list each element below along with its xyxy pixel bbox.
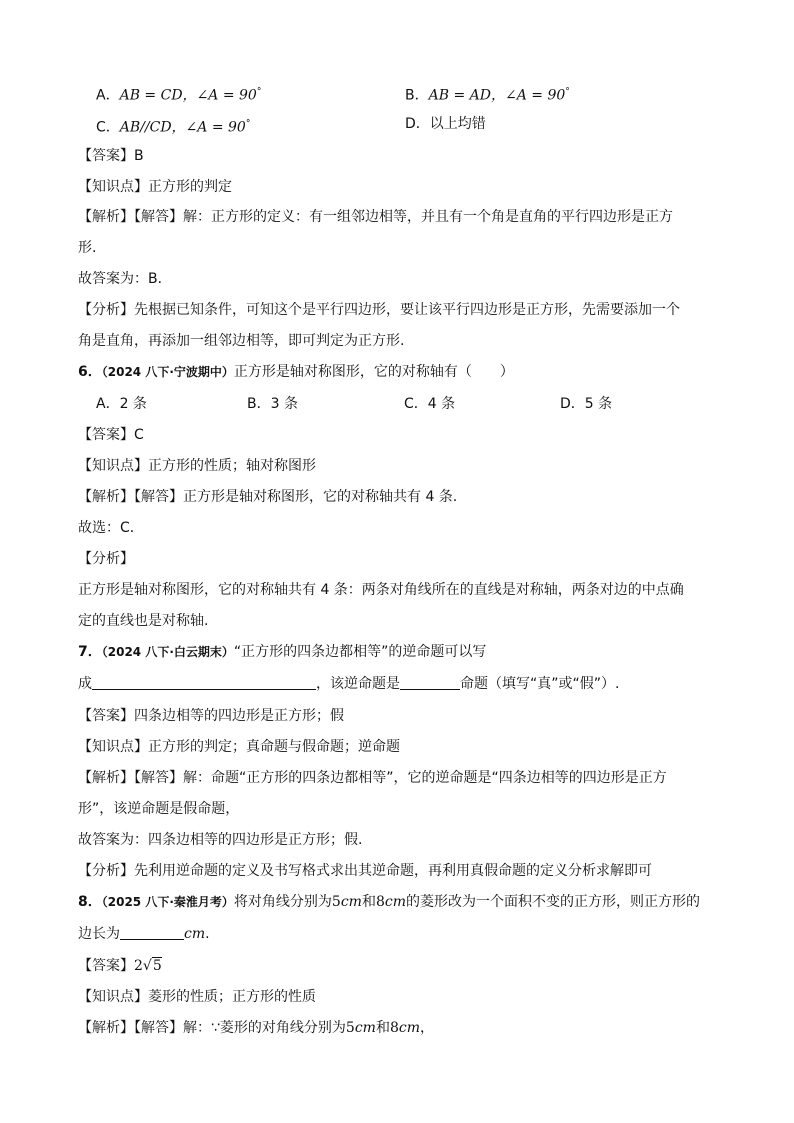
- q5-option-c-math: AB//CD，∠A = 90: [119, 119, 246, 136]
- q5-option-c: [96, 114, 250, 138]
- q5-option-a-math: AB = CD，∠A = 90: [119, 87, 257, 104]
- q6-option-d: D．5 条: [560, 396, 613, 412]
- q7-number: 7．: [78, 644, 102, 660]
- q6-stem-text: 正方形是轴对称图形，它的对称轴有（ ）: [233, 364, 514, 380]
- q5-option-d: D．以上均错: [405, 116, 486, 132]
- q6-knowledge: 【知识点】正方形的性质；轴对称图形: [78, 458, 316, 474]
- q7-answer-blank-1[interactable]: [92, 675, 316, 690]
- q8-knowledge: 【知识点】菱形的性质；正方形的性质: [78, 989, 316, 1005]
- q5-option-b: [405, 82, 570, 106]
- q6-option-a: A．2 条: [96, 396, 147, 412]
- q5-conclusion: 故答案为：B．: [78, 271, 172, 287]
- q8-diagonal-1: 5: [331, 894, 341, 910]
- q7-fenxi: 【分析】先利用逆命题的定义及书写格式求出其逆命题，再利用真假命题的定义分析求解即可: [78, 863, 652, 879]
- degree-mark: °: [565, 87, 570, 97]
- q8-analysis-val-2: 8: [389, 1020, 399, 1036]
- q8-line2-unit: cm: [184, 926, 206, 942]
- q6-fenxi-line-1: 正方形是轴对称图形，它的对称轴共有 4 条：两条对角线所在的直线是对称轴，两条对边的中点确: [78, 582, 684, 598]
- q6-option-c: C．4 条: [404, 396, 456, 412]
- q5-answer: 【答案】B: [78, 148, 144, 164]
- q7-stem-text: “正方形的四条边都相等”的逆命题可以写: [233, 644, 487, 660]
- q5-option-a: [96, 82, 261, 106]
- q5-analysis-line-1: 【解析】【解答】解：正方形的定义：有一组邻边相等，并且有一个角是直角的平行四边形是正方: [78, 209, 673, 225]
- q7-analysis-line-1: 【解析】【解答】解：命题“正方形的四条边都相等”，它的逆命题是“四条边相等的四边形是正方: [78, 770, 667, 786]
- q5-option-b-label: B．: [405, 87, 429, 104]
- q7-line2-suffix: 命题（填写“真”或“假”）.: [460, 676, 620, 692]
- q7-analysis-line-2: 形”，该逆命题是假命题，: [78, 801, 240, 817]
- q6-stem: [78, 362, 514, 382]
- q5-option-c-label: C．: [96, 119, 120, 136]
- q6-fenxi-line-2: 定的直线也是对称轴.: [78, 613, 209, 629]
- q6-analysis: 【解析】【解答】正方形是轴对称图形，它的对称轴共有 4 条.: [78, 489, 458, 505]
- unit-cm: cm: [398, 1020, 420, 1036]
- q7-answer-blank-2[interactable]: [400, 675, 460, 690]
- q6-option-b: B．3 条: [247, 396, 298, 412]
- q8-answer: [78, 956, 162, 976]
- q8-analysis-val-1: 5: [345, 1020, 355, 1036]
- q7-line2-mid: ，该逆命题是: [316, 676, 400, 692]
- q6-number: 6．: [78, 364, 102, 380]
- q5-fenxi-line-1: 【分析】先根据已知条件，可知这个是平行四边形，要让该平行四边形是正方形，先需要添加一个: [78, 302, 680, 318]
- unit-cm: cm: [354, 1020, 376, 1036]
- q7-line2-prefix: 成: [78, 676, 92, 692]
- q6-source: （2024 八下·宁波期中）: [101, 365, 234, 379]
- q8-number: 8．: [78, 894, 102, 910]
- degree-mark: °: [245, 119, 251, 129]
- sqrt-symbol-icon: √: [142, 958, 152, 974]
- q8-stem-text-2: 的菱形改为一个面积不变的正方形，则正方形的: [405, 894, 700, 910]
- q5-option-a-label: A．: [96, 87, 120, 104]
- q8-analysis: [78, 1018, 434, 1038]
- q8-source: （2025 八下·秦淮月考）: [101, 895, 234, 909]
- q7-answer: 【答案】四条边相等的四边形是正方形；假: [78, 708, 344, 724]
- q7-stem: [78, 642, 486, 662]
- q8-stem-text-1: 将对角线分别为: [233, 894, 332, 910]
- q8-stem: [78, 892, 700, 912]
- unit-cm: cm: [384, 894, 406, 910]
- q7-conclusion: 故答案为：四条边相等的四边形是正方形；假.: [78, 832, 363, 848]
- q8-line2-prefix: 边长为: [78, 926, 120, 942]
- q8-answer-radicand: 5: [152, 958, 162, 974]
- q5-analysis-line-2: 形.: [78, 240, 97, 256]
- q8-answer-label: 【答案】: [78, 958, 134, 974]
- q7-source: （2024 八下·白云期末）: [101, 645, 234, 659]
- unit-cm: cm: [340, 894, 362, 910]
- q5-knowledge: 【知识点】正方形的判定: [78, 179, 232, 195]
- q7-knowledge: 【知识点】正方形的判定；真命题与假命题；逆命题: [78, 739, 400, 755]
- q8-stem-line-2: [78, 924, 210, 944]
- q6-conclusion: 故选：C．: [78, 520, 144, 536]
- q5-option-b-math: AB = AD，∠A = 90: [428, 87, 566, 104]
- q7-stem-line-2: [78, 674, 619, 694]
- q8-and: 和: [361, 894, 376, 910]
- degree-mark: °: [256, 87, 262, 97]
- q8-analysis-suffix: ，: [420, 1020, 434, 1036]
- q8-answer-value: [134, 957, 162, 974]
- q8-diagonal-2: 8: [375, 894, 385, 910]
- q8-answer-blank[interactable]: [120, 925, 184, 940]
- q5-fenxi-line-2: 角是直角，再添加一组邻边相等，即可判定为正方形.: [78, 333, 405, 349]
- q8-analysis-and: 和: [375, 1020, 390, 1036]
- q8-answer-coef: 2: [134, 958, 143, 974]
- q8-analysis-prefix: 【解析】【解答】解：∵菱形的对角线分别为: [78, 1020, 346, 1036]
- q6-answer: 【答案】C: [78, 427, 144, 443]
- q8-line2-suffix: .: [205, 926, 210, 942]
- q6-fenxi-title: 【分析】: [78, 551, 134, 567]
